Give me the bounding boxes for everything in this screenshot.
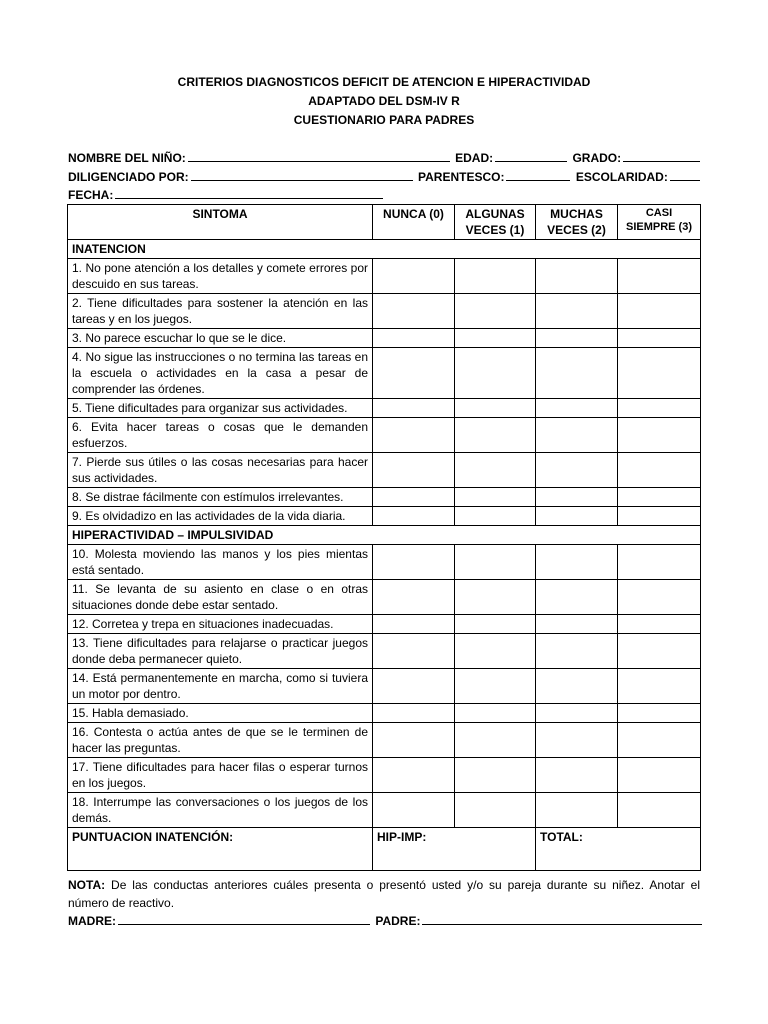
table-row [68,545,701,580]
table-row [68,634,701,669]
answer-cell-nunca[interactable] [373,758,455,793]
answer-cell-algunas[interactable] [455,329,536,348]
section-hiperactividad: HIPERACTIVIDAD – IMPULSIVIDAD [68,526,701,545]
escolaridad-field[interactable] [670,169,700,181]
diligenciado-label: DILIGENCIADO POR: [68,170,189,184]
answer-cell-casi[interactable] [618,758,701,793]
symptom-text: 5. Tiene dificultades para organizar sus actividades. [68,399,373,418]
answer-cell-algunas[interactable] [455,348,536,399]
answer-cell-nunca[interactable] [373,399,455,418]
hiperactividad-items [68,545,701,828]
edad-field[interactable] [495,150,567,162]
answer-cell-nunca[interactable] [373,348,455,399]
answer-cell-algunas[interactable] [455,615,536,634]
answer-cell-muchas[interactable] [536,507,618,526]
table-row [68,329,701,348]
answer-cell-muchas[interactable] [536,259,618,294]
answer-cell-casi[interactable] [618,453,701,488]
nombre-field[interactable] [188,150,450,162]
section-inatencion: INATENCION [68,240,701,259]
answer-cell-nunca[interactable] [373,615,455,634]
answer-cell-casi[interactable] [618,545,701,580]
table-row [68,580,701,615]
symptom-text: 11. Se levanta de su asiento en clase o en otras situaciones donde debe estar sentado. [68,580,373,615]
symptom-text: 13. Tiene dificultades para relajarse o practicar juegos donde deba permanecer quieto. [68,634,373,669]
diligenciado-field[interactable] [191,169,413,181]
symptom-text: 10. Molesta moviendo las manos y los pies mientas está sentado. [68,545,373,580]
answer-cell-algunas[interactable] [455,634,536,669]
score-row [68,828,701,871]
answer-cell-casi[interactable] [618,488,701,507]
answer-cell-algunas[interactable] [455,453,536,488]
symptom-text: 12. Corretea y trepa en situaciones inadecuadas. [68,615,373,634]
table-row [68,348,701,399]
answer-cell-algunas[interactable] [455,507,536,526]
answer-cell-algunas[interactable] [455,723,536,758]
answer-cell-algunas[interactable] [455,418,536,453]
answer-cell-algunas[interactable] [455,669,536,704]
table-row [68,669,701,704]
answer-cell-algunas[interactable] [455,488,536,507]
table-row [68,418,701,453]
inatencion-items [68,259,701,526]
answer-cell-algunas[interactable] [455,580,536,615]
score-total[interactable]: TOTAL: [536,828,701,871]
answer-cell-algunas[interactable] [455,259,536,294]
symptom-text: 7. Pierde sus útiles o las cosas necesarias para hacer sus actividades. [68,453,373,488]
answer-cell-muchas[interactable] [536,580,618,615]
answer-cell-casi[interactable] [618,580,701,615]
edad-label: EDAD: [455,151,494,165]
answer-cell-nunca[interactable] [373,580,455,615]
score-hipimp[interactable]: HIP-IMP: [373,828,536,871]
answer-cell-casi[interactable] [618,329,701,348]
answer-cell-nunca[interactable] [373,704,455,723]
note-paragraph [68,876,700,912]
answer-cell-casi[interactable] [618,669,701,704]
document-subtitle: ADAPTADO DEL DSM-IV R [308,94,460,108]
symptom-table [67,204,701,871]
symptom-text: 15. Habla demasiado. [68,704,373,723]
answer-cell-muchas[interactable] [536,758,618,793]
header-algunas: ALGUNAS VECES (1) [455,205,536,240]
answer-cell-nunca[interactable] [373,723,455,758]
answer-cell-nunca[interactable] [373,488,455,507]
table-row [68,704,701,723]
answer-cell-casi[interactable] [618,348,701,399]
answer-cell-muchas[interactable] [536,634,618,669]
answer-cell-muchas[interactable] [536,704,618,723]
answer-cell-muchas[interactable] [536,615,618,634]
answer-cell-casi[interactable] [618,259,701,294]
answer-cell-nunca[interactable] [373,507,455,526]
parentesco-label: PARENTESCO: [418,170,505,184]
answer-cell-muchas[interactable] [536,348,618,399]
answer-cell-casi[interactable] [618,723,701,758]
score-inatencion[interactable]: PUNTUACION INATENCIÓN: [68,828,373,871]
answer-cell-muchas[interactable] [536,545,618,580]
answer-cell-casi[interactable] [618,793,701,828]
grado-field[interactable] [623,150,700,162]
answer-cell-muchas[interactable] [536,793,618,828]
header-sintoma: SINTOMA [68,205,373,240]
answer-cell-muchas[interactable] [536,418,618,453]
table-row [68,294,701,329]
section-row-hiperactividad [68,526,701,545]
answer-cell-nunca[interactable] [373,259,455,294]
table-row [68,399,701,418]
symptom-text: 4. No sigue las instrucciones o no termina las tareas en la escuela o actividades en la casa a pesar de comprender las órdenes. [68,348,373,399]
answer-cell-muchas[interactable] [536,453,618,488]
answer-cell-muchas[interactable] [536,723,618,758]
answer-cell-casi[interactable] [618,507,701,526]
answer-cell-algunas[interactable] [455,793,536,828]
table-row [68,723,701,758]
note-label: NOTA: [68,878,106,892]
nombre-label: NOMBRE DEL NIÑO: [68,151,186,165]
answer-cell-nunca[interactable] [373,294,455,329]
answer-cell-algunas[interactable] [455,399,536,418]
table-header-row [68,205,701,240]
grado-label: GRADO: [572,151,622,165]
table-row [68,488,701,507]
answer-cell-casi[interactable] [618,418,701,453]
date-row [68,187,700,203]
header-casi: CASI SIEMPRE (3) [618,205,701,240]
answer-cell-nunca[interactable] [373,634,455,669]
symptom-text: 14. Está permanentemente en marcha, como si tuviera un motor por dentro. [68,669,373,704]
answer-cell-muchas[interactable] [536,294,618,329]
answer-cell-muchas[interactable] [536,329,618,348]
note-text: De las conductas anteriores cuáles presenta o presentó usted y/o su pareja durante su niñez. Anotar el número de reactivo. [68,878,700,910]
symptom-text: 9. Es olvidadizo en las actividades de la vida diaria. [68,507,373,526]
table-row [68,453,701,488]
table-row [68,615,701,634]
parentesco-field[interactable] [506,169,570,181]
answer-cell-casi[interactable] [618,399,701,418]
madre-label: MADRE: [68,914,116,928]
answer-cell-casi[interactable] [618,634,701,669]
respondent-info-row [68,169,700,185]
answer-cell-casi[interactable] [618,704,701,723]
padre-label: PADRE: [375,914,421,928]
table-row [68,758,701,793]
answer-cell-nunca[interactable] [373,329,455,348]
questionnaire-title: CUESTIONARIO PARA PADRES [293,113,475,127]
madre-field[interactable] [118,913,370,925]
answer-cell-casi[interactable] [618,294,701,329]
answer-cell-nunca[interactable] [373,793,455,828]
answer-cell-casi[interactable] [618,615,701,634]
answer-cell-algunas[interactable] [455,704,536,723]
header-muchas: MUCHAS VECES (2) [536,205,618,240]
answer-cell-muchas[interactable] [536,488,618,507]
answer-cell-muchas[interactable] [536,669,618,704]
answer-cell-algunas[interactable] [455,545,536,580]
fecha-label: FECHA: [68,188,114,202]
answer-cell-nunca[interactable] [373,545,455,580]
symptom-text: 3. No parece escuchar lo que se le dice. [68,329,373,348]
answer-cell-nunca[interactable] [373,418,455,453]
symptom-text: 6. Evita hacer tareas o cosas que le demanden esfuerzos. [68,418,373,453]
symptom-text: 16. Contesta o actúa antes de que se le terminen de hacer las preguntas. [68,723,373,758]
child-info-row [68,150,700,166]
table-row [68,793,701,828]
answer-cell-algunas[interactable] [455,758,536,793]
section-row-inatencion [68,240,701,259]
answer-cell-algunas[interactable] [455,294,536,329]
answer-cell-nunca[interactable] [373,669,455,704]
symptom-text: 8. Se distrae fácilmente con estímulos irrelevantes. [68,488,373,507]
symptom-text: 1. No pone atención a los detalles y comete errores por descuido en sus tareas. [68,259,373,294]
table-row [68,259,701,294]
table-row [68,507,701,526]
symptom-text: 18. Interrumpe las conversaciones o los juegos de los demás. [68,793,373,828]
padre-field[interactable] [422,913,702,925]
escolaridad-label: ESCOLARIDAD: [575,170,668,184]
header-nunca: NUNCA (0) [373,205,455,240]
symptom-text: 2. Tiene dificultades para sostener la atención en las tareas y en los juegos. [68,294,373,329]
document-title: CRITERIOS DIAGNOSTICOS DEFICIT DE ATENCION E HIPERACTIVIDAD [177,75,591,89]
symptom-text: 17. Tiene dificultades para hacer filas o esperar turnos en los juegos. [68,758,373,793]
answer-cell-muchas[interactable] [536,399,618,418]
answer-cell-nunca[interactable] [373,453,455,488]
fecha-field[interactable] [115,187,383,199]
parents-row [68,912,700,930]
